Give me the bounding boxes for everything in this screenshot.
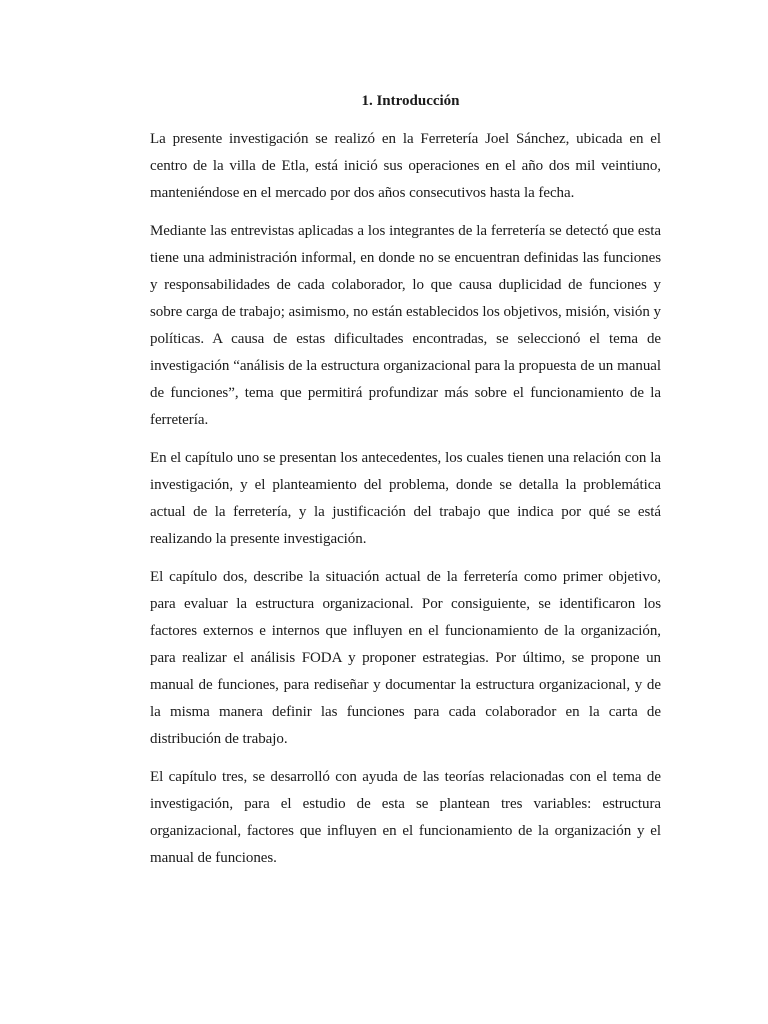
paragraph-1: La presente investigación se realizó en la Ferretería Joel Sánchez, ubicada en el centro de la villa de Etla, está inició sus operaciones en el año dos mil veintiuno, manteniéndose en el mercado por dos años consecutivos hasta la fecha. [150,131,661,201]
paragraph-2: Mediante las entrevistas aplicadas a los integrantes de la ferretería se detectó que esta tiene una administración informal, en donde no se encuentran definidas las funciones y responsabilidades de cada colaborador, lo que causa duplicidad de funciones y sobre carga de trabajo; asimismo, no están establecidos los objetivos, misión, visión y políticas. A causa de estas dificultades encontradas, se seleccionó el tema de investigación “análisis de la estructura organizacional para la propuesta de un manual de funciones”, tema que permitirá profundizar más sobre el funcionamiento de la ferretería. [150,223,661,428]
paragraph-4: El capítulo dos, describe la situación actual de la ferretería como primer objetivo, para evaluar la estructura organizacional. Por consiguiente, se identificaron los factores externos e internos que influyen en el funcionamiento de la organización, para realizar el análisis FODA y proponer estrategias. Por último, se propone un manual de funciones, para rediseñar y documentar la estructura organizacional, y de la misma manera definir las funciones para cada colaborador en la carta de distribución de trabajo. [150,569,661,747]
paragraph-3: En el capítulo uno se presentan los antecedentes, los cuales tienen una relación con la investigación, y el planteamiento del problema, donde se detalla la problemática actual de la ferretería, y la justificación del trabajo que indica por qué se está realizando la presente investigación. [150,450,661,547]
paragraph-5: El capítulo tres, se desarrolló con ayuda de las teorías relacionadas con el tema de investigación, para el estudio de esta se plantean tres variables: estructura organizacional, factores que influyen en el funcionamiento de la organización y el manual de funciones. [150,769,661,866]
section-heading: 1. Introducción [361,93,460,109]
